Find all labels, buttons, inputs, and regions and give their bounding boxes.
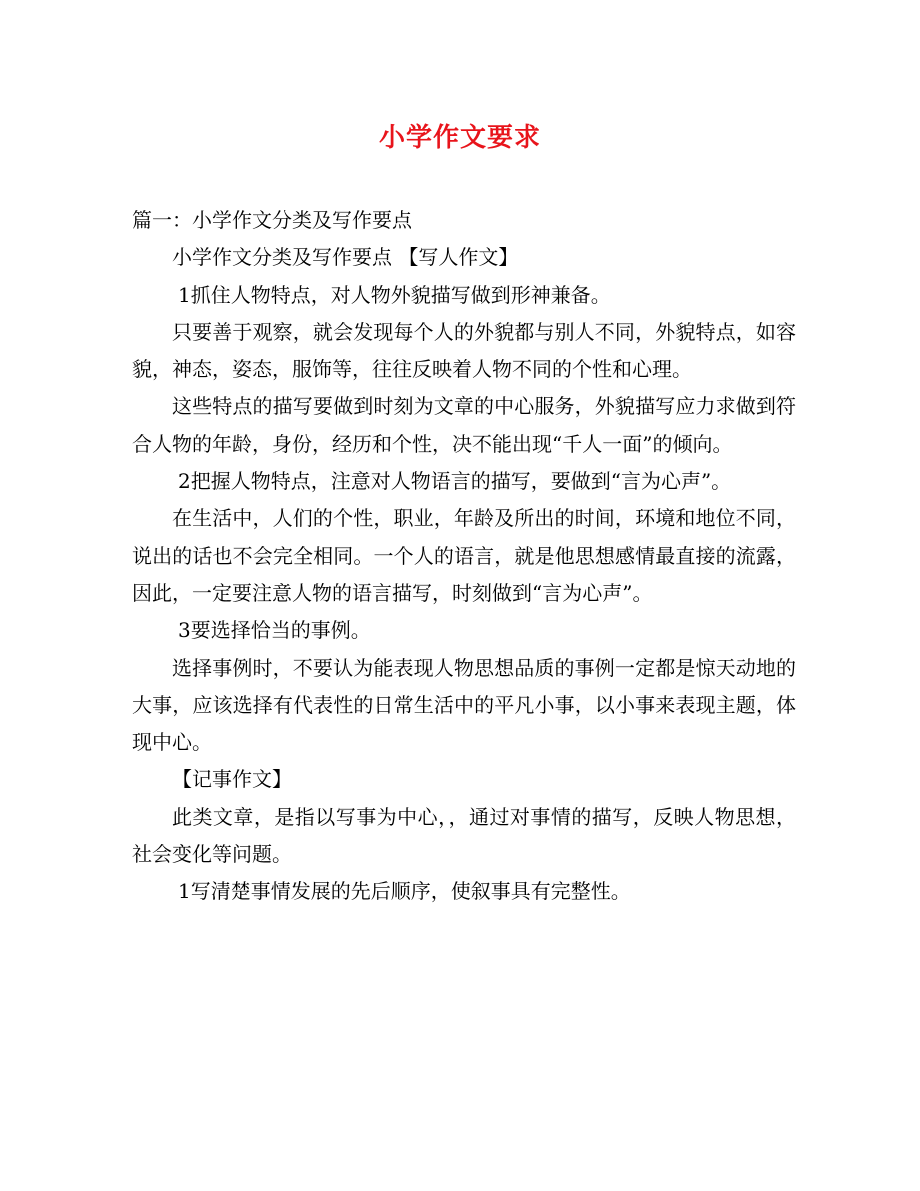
paragraph-narrative-point-1: 1写清楚事情发展的先后顺序，使叙事具有完整性。 <box>178 879 631 904</box>
paragraph-language: 在生活中，人们的个性，职业，年龄及所出的时间，环境和地位不同，说出的话也不会完全相同。一个人的语言，就是他思想感情最直接的流露，因此，一定要注意人物的语言描写，时刻做到“言为心声”。 <box>132 506 796 605</box>
paragraph-appearance: 只要善于观察，就会发现每个人的外貌都与别人不同，外貌特点，如容貌，神态，姿态，服饰等，往往反映着人物不同的个性和心理。 <box>132 319 796 382</box>
paragraph-point-2: 2把握人物特点，注意对人物语言的描写，要做到“言为心声”。 <box>178 469 732 494</box>
document-body <box>132 202 796 911</box>
paragraph-appearance-detail: 这些特点的描写要做到时刻为文章的中心服务，外貌描写应力求做到符合人物的年龄，身份，经历和个性，决不能出现“千人一面”的倾向。 <box>132 394 796 456</box>
paragraph-point-3: 3要选择恰当的事例。 <box>178 618 371 643</box>
paragraph-point-1: 1抓住人物特点，对人物外貌描写做到形神兼备。 <box>178 282 611 307</box>
paragraph-subtitle: 小学作文分类及写作要点 【写人作文】 <box>172 245 519 270</box>
paragraph-narrative: 此类文章，是指以写事为中心，，通过对事情的描写，反映人物思想，社会变化等问题。 <box>132 804 796 867</box>
document-title: 小学作文要求 <box>378 123 541 153</box>
section-heading: 篇一：小学作文分类及写作要点 <box>132 208 412 232</box>
paragraph-narrative-heading: 【记事作文】 <box>172 767 292 792</box>
paragraph-examples: 选择事例时，不要认为能表现人物思想品质的事例一定都是惊天动地的大事，应该选择有代表性的日常生活中的平凡小事，以小事来表现主题，体现中心。 <box>132 655 796 755</box>
